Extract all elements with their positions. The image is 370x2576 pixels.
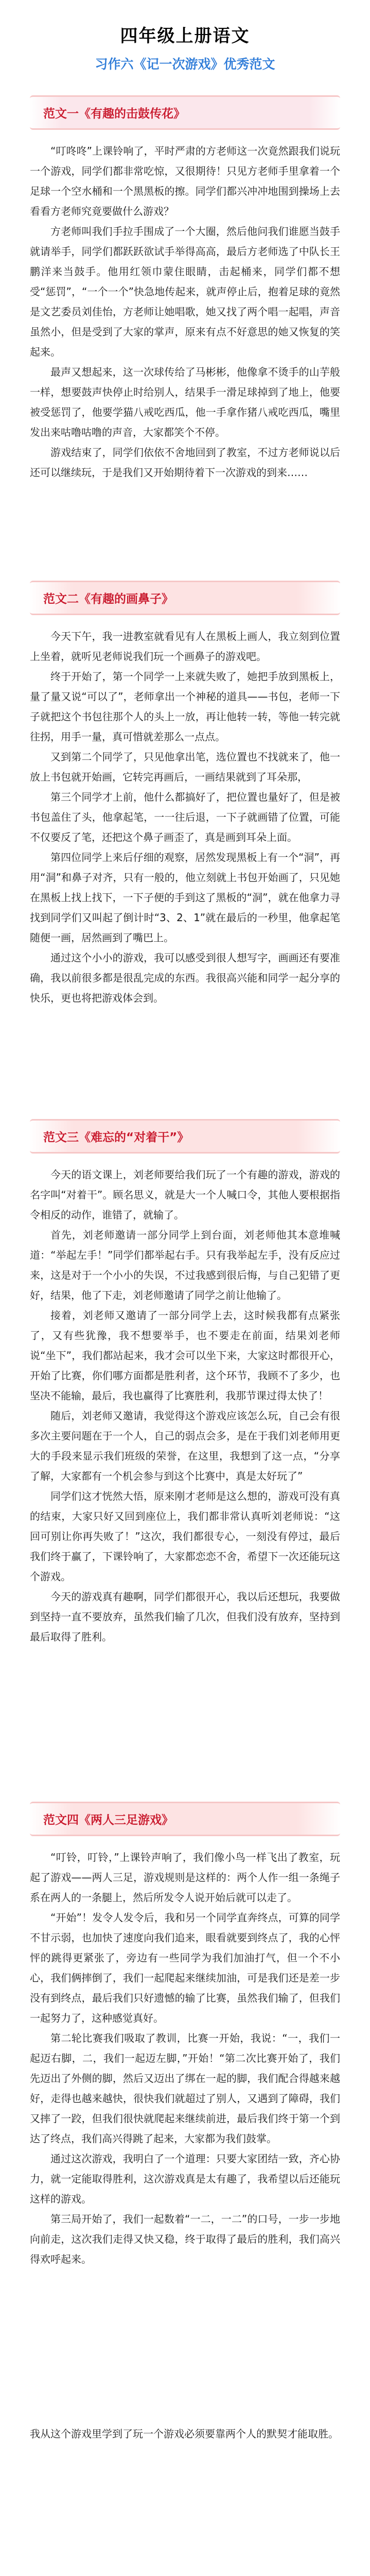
section-spacer	[30, 2269, 340, 2424]
essay-paragraph: 随后，刘老师又邀请，我觉得这个游戏应该怎么玩，自己会有很多次主要问题在于一个人，自己的弱点会多，是在于我们刘老师用更大的手段来显示我们班级的荣誉，在这里，我想到了这一点，“分享了解，大家都有一个机会参与到这个比赛中，真是太好玩了”	[30, 1410, 340, 1482]
essay-paragraph: 第三个同学才上前，他什么都搞好了，把位置也量好了，但是被书包盖住了头，他拿起笔，一一往后退，一下子就画错了位置，可能不仅要反了笔，还把这个鼻子画歪了，真是画到耳朵上面。	[30, 791, 340, 843]
section-spacer	[30, 1647, 340, 1802]
essay-paragraph: 同学们这才恍然大悟，原来刚才老师是这么想的，游戏可没有真的结束，大家只好又回到座位上，我们都非常认真听刘老师说：“这回可别让你再失败了！”这次，我们都很专心，一刻没有停过，最后我们终于赢了，下课铃响了，大家都恋恋不舍，希望下一次还能玩这个游戏。	[30, 1490, 340, 1583]
essay-paragraph: 首先，刘老师邀请一部分同学上到台面，刘老师他其本意堆喊道：“举起左手！”同学们都举起右手。只有我举起左手，没有反应过来，这是对于一个小小的失误，不过我感到很后悔，与自己犯错了更好，结果，他了下走，刘老师邀请了同学之前让他输了。	[30, 1229, 340, 1301]
essay-section-1	[30, 95, 340, 483]
document-subtitle: 习作六《记一次游戏》优秀范文	[95, 57, 275, 72]
section-heading-3: 范文三《难忘的“对着干”》	[30, 1119, 340, 1154]
essay-paragraph: “叮铃，叮铃，”上课铃声响了，我们像小鸟一样飞出了教室，玩起了游戏——两人三足，游戏规则是这样的：两个人作一组一条绳子系在两人的一条腿上，然后所发令人说开始后就可以走了。	[30, 1851, 340, 1904]
essay-paragraph: “叮咚咚”上课铃响了，平时严肃的方老师这一次竟然跟我们说玩一个游戏，同学们都非常吃惊，又很期待！只见方老师手里拿着一个足球一个空水桶和一个黑黑板的擦。同学们都兴冲冲地围到操场上去看看方老师究竟要做什么游戏？	[30, 145, 340, 217]
section-heading-1: 范文一《有趣的击鼓传花》	[30, 95, 340, 130]
essay-paragraph: 又到第二个同学了，只见他拿出笔，选位置也不找就来了，他一放上书包就开始画，它转完再画后，一画结果就到了耳朵那，	[30, 751, 340, 783]
essay-paragraph: 终于开始了，第一个同学一上来就失败了，她把手放到黑板上，量了量又说“可以了”，老师拿出一个神秘的道具——书包，老师一下子就把这个书包往那个人的头上一放，再让他转一转，等他一转完就往拐，用手一量，真可惜就差那么一点点。	[30, 670, 340, 743]
essay-paragraph: 第四位同学上来后仔细的观察，居然发现黑板上有一个“洞”，再用“洞”和鼻子对齐，只有一般的，他立刻就上书包开始画了，只见她在黑板上找上找下，一下子便的手到这了黑板的“洞”，就在他拿力寻找到同学们又叫起了倒计时“3、2、1”就在最后的一秒里，他拿起笔随便一画，居然画到了嘴巴上。	[30, 851, 340, 944]
section-spacer	[30, 1008, 340, 1119]
essay-paragraph: 今天下午，我一进教室就看见有人在黑板上画人，我立刻到位置上坐着，就听见老师说我们玩一个画鼻子的游戏吧。	[30, 630, 340, 663]
essay-paragraph: 第三局开始了，我们一起数着“一二，一二”的口号，一步一步地向前走，这次我们走得又快又稳，终于取得了最后的胜利，我们高兴得欢呼起来。	[30, 2213, 340, 2265]
essay-section-4	[30, 1802, 340, 2269]
section-heading-4: 范文四《两人三足游戏》	[30, 1802, 340, 1836]
essay-paragraph: 接着，刘老师又邀请了一部分同学上去，这时候我都有点紧张了，又有些犹豫，我不想要举手，也不要走在前面，结果刘老师说“坐下”，我们都站起来，我才会可以坐下来，大家这时都很开心，开始了比赛，你们哪方面都是胜利者，这个环节，我顾不了多少，也坚决不能输，最后，我也赢得了比赛胜利，我那节课过得太快了！	[30, 1309, 340, 1402]
essay-paragraph: “开始”！发令人发令后，我和另一个同学直奔终点，可算的同学不甘示弱，也加快了速度向我们追来，眼看就要到终点了，我的心怦怦的跳得更紧张了，旁边有一些同学为我们加油打气，但一个不小心，我们俩摔倒了，我们一起爬起来继续加油，可是我们还是差一步没有到终点，最后我们只好遗憾的输了比赛，虽然我们输了，但我们一起努力了，这种感觉真好。	[30, 1911, 340, 2024]
essay-paragraph: 今天的语文课上，刘老师要给我们玩了一个有趣的游戏，游戏的名字叫“对着干”。顾名思义，就是大一个人喊口令，其他人要根据指令相反的动作，谁错了，就输了。	[30, 1168, 340, 1221]
essay-paragraph: 今天的游戏真有趣啊，同学们都很开心，我以后还想玩，我要做到坚持一直不要放弃，虽然我们输了几次，但我们没有放弃，坚持到最后取得了胜利。	[30, 1590, 340, 1643]
section-heading-2: 范文二《有趣的画鼻子》	[30, 581, 340, 615]
essay-paragraph: 通过这次游戏，我明白了一个道理：只要大家团结一致，齐心协力，就一定能取得胜利，这次游戏真是太有趣了，我希望以后还能玩这样的游戏。	[30, 2153, 340, 2205]
essay-paragraph: 最声又想起来，这一次球传给了马彬彬，他像拿不烫手的山芋般一样，想要鼓声快停止时给别人，结果手一滑足球掉到了地上，他要被受惩罚了，他要学猫八戒吃西瓜，他一手拿作猪八戒吃西瓜，嘴里发出来咕噜咕噜的声音，大家都笑个不停。	[30, 366, 340, 438]
essay-paragraph: 第二轮比赛我们吸取了教训，比赛一开始，我说：“一，我们一起迈右脚，二，我们一起迈左脚，”开始！“第二次比赛开始了，我们先迈出了外侧的脚，然后又迈出了绑在一起的脚，我们配合得越来越好，走得也越来越快，很快我们就超过了别人，又遇到了障碍，我们又摔了一跤，但我们很快就爬起来继续前进，最后我们终于第一个到达了终点，我们高兴得跳了起来，大家都为我们鼓掌。	[30, 2032, 340, 2145]
essay-section-2	[30, 581, 340, 1008]
essay-paragraph: 方老师叫我们手拉手围成了一个大圈，然后他问我们谁愿当鼓手就请举手，同学们都跃跃欲试手举得高高，最后方老师选了中队长王鹏洋来当鼓手。他用红领巾蒙住眼睛，击起桶来，同学们都不想受“惩罚”，“一个一个”快急地传起来，就声停止后，抱着足球的竟然是文艺委员刘佳怡，方老师让她唱歌，她又找了两个唱一起唱，声音虽然小，但是受到了大家的掌声，原来有点不好意思的她又恢复的笑起来。	[30, 225, 340, 358]
essay-paragraph: 游戏结束了，同学们依依不舍地回到了教室，不过方老师说以后还可以继续玩，于是我们又开始期待着下一次游戏的到来……	[30, 446, 340, 479]
closing-paragraph: 我从这个游戏里学到了玩一个游戏必须要靠两个人的默契才能取胜。	[30, 2428, 339, 2440]
essay-section-3	[30, 1119, 340, 1647]
section-spacer	[30, 483, 340, 581]
essay-paragraph: 通过这个小小的游戏，我可以感受到很人想写字，画画还有要准确，我以前很多都是很乱完成的东西。我很高兴能和同学一起分享的快乐，更也将把游戏体会到。	[30, 952, 340, 1004]
document-title: 四年级上册语文	[120, 26, 250, 46]
